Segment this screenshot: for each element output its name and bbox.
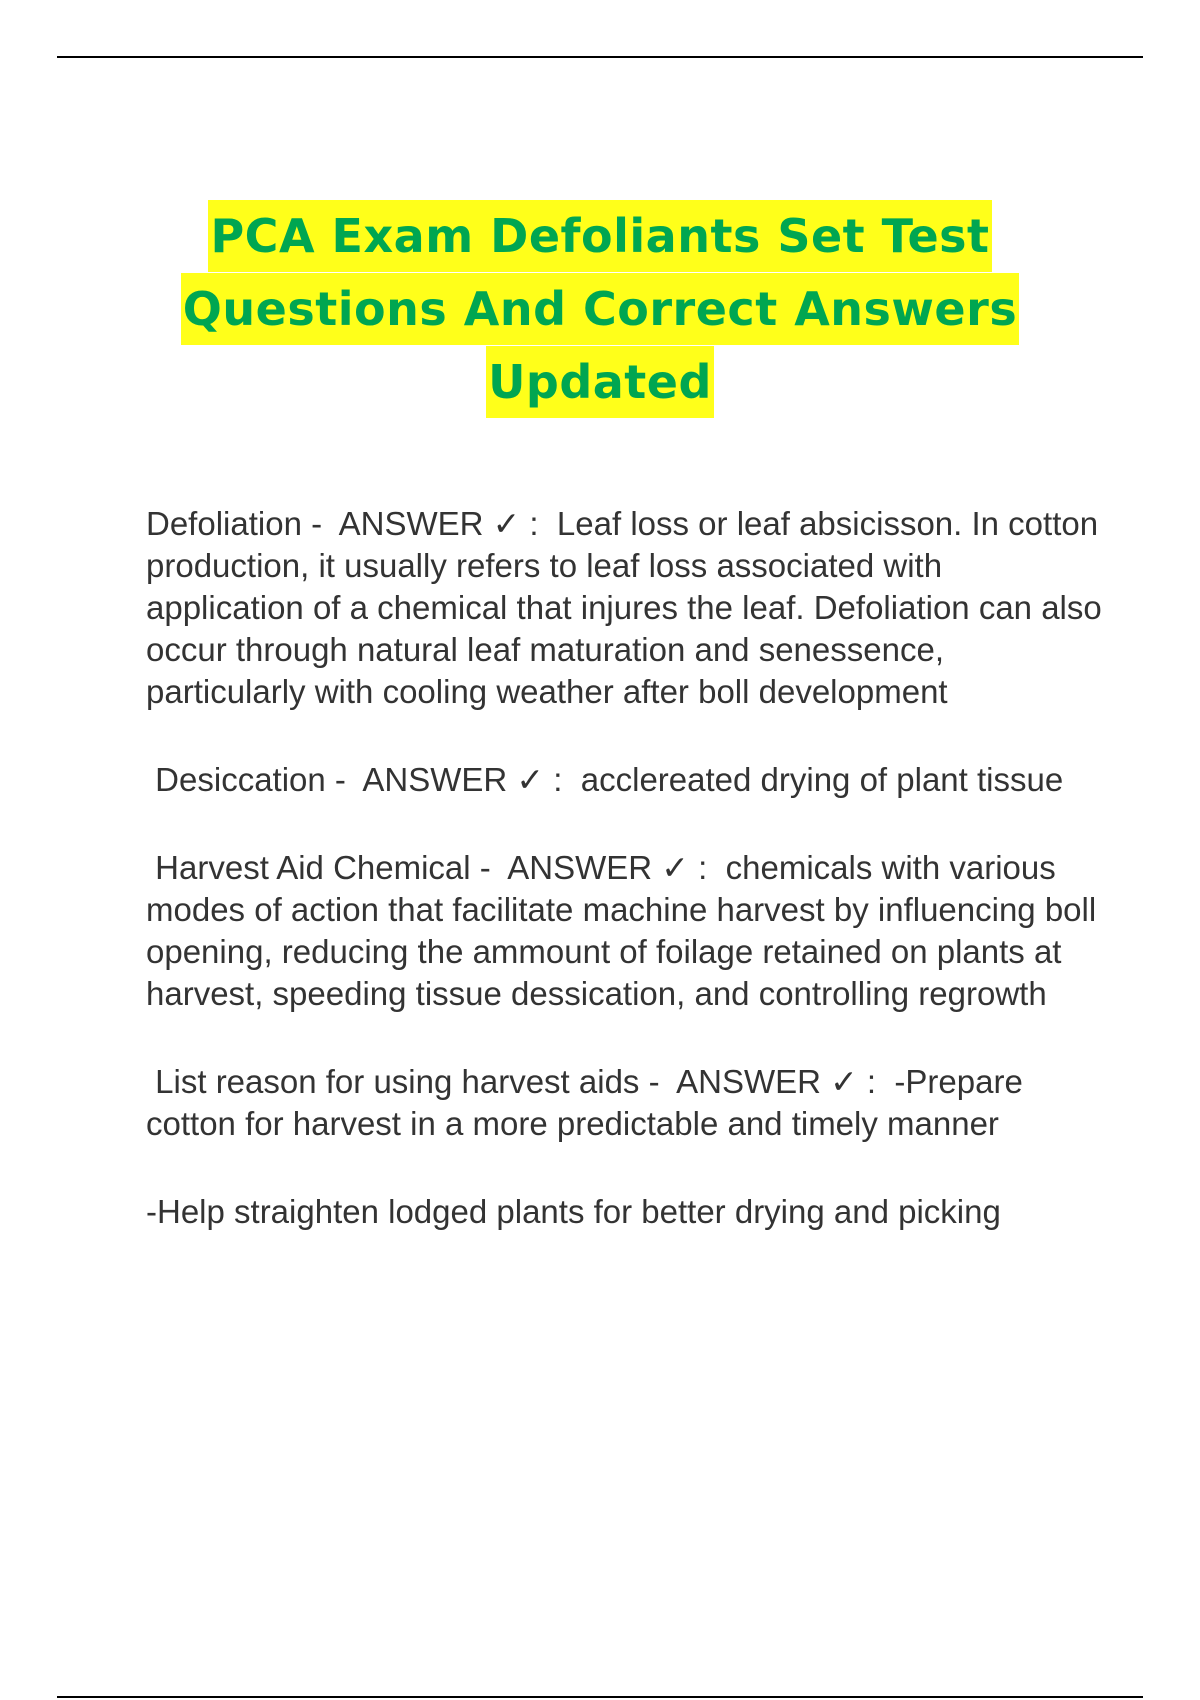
document-title <box>0 200 1200 419</box>
qa-entry-harvest-aid-chemical: Harvest Aid Chemical - ANSWER ✓ : chemicals with various modes of action that facilitate machine harvest by influencing boll opening, reducing the ammount of foilage retained on plants at harvest, speeding tissue dessication, and controlling regrowth <box>146 849 1106 1012</box>
title-line-2: Questions And Correct Answers <box>181 273 1019 345</box>
top-rule <box>57 56 1143 58</box>
document-body <box>146 503 1111 1233</box>
qa-entry-defoliation: Defoliation - ANSWER ✓ : Leaf loss or leaf absicisson. In cotton production, it usually refers to leaf loss associated with application of a chemical that injures the leaf. Defoliation can also occur through natural leaf maturation and senessence, particularly with cooling weather after boll development <box>146 505 1111 710</box>
qa-entry-desiccation: Desiccation - ANSWER ✓ : acclereated drying of plant tissue <box>146 761 1064 798</box>
qa-entry-harvest-aid-reasons: List reason for using harvest aids - ANSWER ✓ : -Prepare cotton for harvest in a more predictable and timely manner <box>146 1063 1032 1142</box>
bottom-rule <box>57 1696 1143 1698</box>
title-line-1: PCA Exam Defoliants Set Test <box>208 200 991 272</box>
title-line-3: Updated <box>486 346 714 418</box>
qa-entry-reason-line: -Help straighten lodged plants for better drying and picking <box>146 1193 1001 1230</box>
